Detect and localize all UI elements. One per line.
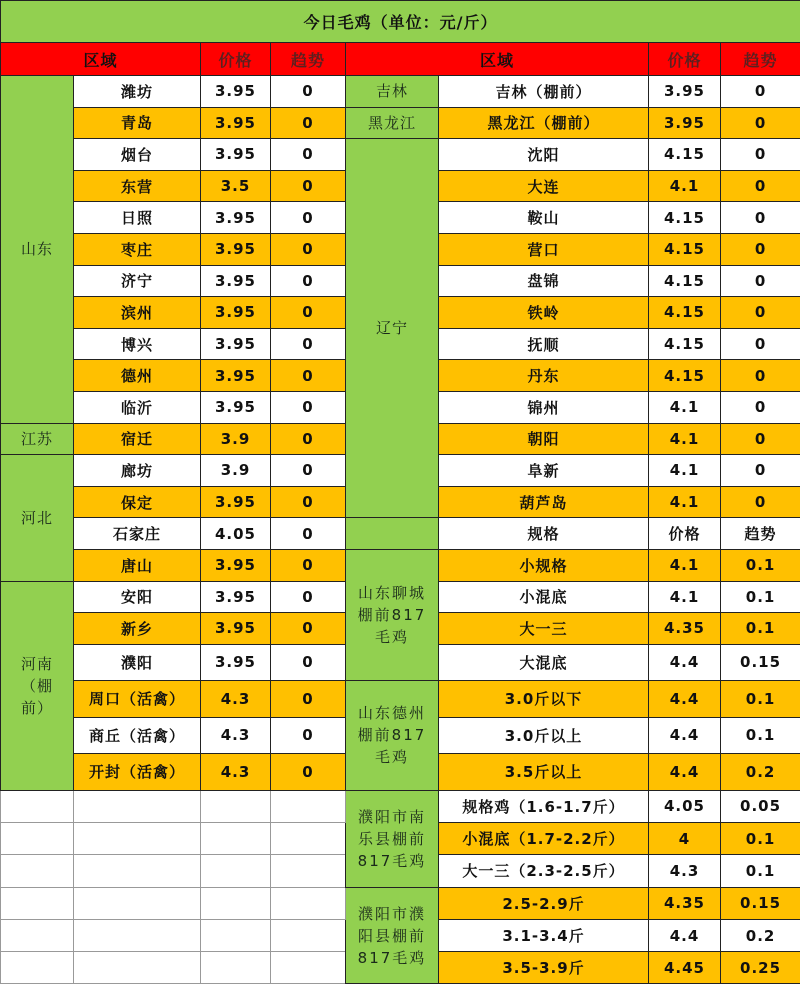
city-cell: 安阳 (74, 581, 201, 613)
table-row (1, 139, 800, 171)
table-row (1, 107, 800, 139)
price-cell: 4.15 (649, 139, 721, 171)
price-cell: 4.1 (649, 455, 721, 487)
price-cell: 3.95 (201, 265, 271, 297)
city-cell: 3.0斤以下 (439, 681, 649, 718)
price-cell: 3.95 (201, 139, 271, 171)
price-cell: 4.15 (649, 265, 721, 297)
trend-cell: 0 (721, 202, 800, 234)
price-cell: 4.4 (649, 919, 721, 951)
city-cell: 2.5-2.9斤 (439, 887, 649, 919)
price-cell: 4.4 (649, 754, 721, 791)
trend-cell: 0 (721, 391, 800, 423)
empty-cell (201, 887, 271, 919)
trend-cell: 0 (271, 644, 346, 681)
city-cell: 开封（活禽） (74, 754, 201, 791)
trend-cell: 0 (721, 76, 800, 108)
city-cell: 沈阳 (439, 139, 649, 171)
header-region-2: 区域 (346, 43, 649, 76)
trend-cell: 0 (271, 518, 346, 550)
price-cell: 4.3 (201, 754, 271, 791)
empty-cell (201, 790, 271, 822)
trend-cell: 0 (271, 233, 346, 265)
region-cell (1, 887, 74, 919)
trend-cell: 0.25 (721, 952, 800, 984)
empty-cell (74, 919, 201, 951)
price-cell: 4.1 (649, 486, 721, 518)
empty-cell (201, 919, 271, 951)
trend-cell: 0 (271, 107, 346, 139)
trend-cell: 0 (721, 233, 800, 265)
city-cell: 锦州 (439, 391, 649, 423)
price-cell: 4.15 (649, 297, 721, 329)
empty-cell (74, 855, 201, 887)
price-cell: 4.3 (201, 681, 271, 718)
price-cell: 价格 (649, 518, 721, 550)
trend-cell: 0 (271, 170, 346, 202)
trend-cell: 0 (721, 360, 800, 392)
empty-cell (271, 790, 346, 822)
trend-cell: 0 (721, 107, 800, 139)
price-cell: 3.95 (649, 107, 721, 139)
region-cell: 濮阳市南乐县棚前817毛鸡 (346, 790, 439, 887)
city-cell: 抚顺 (439, 328, 649, 360)
empty-cell (201, 822, 271, 854)
price-cell: 4.3 (201, 717, 271, 754)
empty-cell (74, 952, 201, 984)
trend-cell: 0 (721, 139, 800, 171)
trend-cell: 0 (271, 754, 346, 791)
price-cell: 3.95 (201, 328, 271, 360)
price-cell: 4.1 (649, 391, 721, 423)
region-cell: 山东德州棚前817毛鸡 (346, 681, 439, 791)
city-cell: 唐山 (74, 549, 201, 581)
price-cell: 4.45 (649, 952, 721, 984)
city-cell: 营口 (439, 233, 649, 265)
city-cell: 廊坊 (74, 455, 201, 487)
city-cell: 3.5斤以上 (439, 754, 649, 791)
price-cell: 4.05 (201, 518, 271, 550)
trend-cell: 0 (721, 170, 800, 202)
trend-cell: 0.1 (721, 855, 800, 887)
trend-cell: 0 (271, 202, 346, 234)
trend-cell: 0 (271, 549, 346, 581)
trend-cell: 0 (271, 681, 346, 718)
region-cell (1, 790, 74, 822)
region-cell (346, 518, 439, 550)
trend-cell: 0.1 (721, 549, 800, 581)
city-cell: 新乡 (74, 613, 201, 645)
price-cell: 3.95 (201, 202, 271, 234)
city-cell: 德州 (74, 360, 201, 392)
table-row (1, 790, 800, 822)
trend-cell: 0 (271, 423, 346, 455)
price-cell: 3.95 (649, 76, 721, 108)
city-cell: 3.0斤以上 (439, 717, 649, 754)
trend-cell: 0 (271, 581, 346, 613)
trend-cell: 0 (271, 455, 346, 487)
city-cell: 吉林（棚前） (439, 76, 649, 108)
price-cell: 3.95 (201, 581, 271, 613)
header-price-2: 价格 (649, 43, 721, 76)
city-cell: 大混底 (439, 644, 649, 681)
region-cell (1, 822, 74, 854)
city-cell: 小规格 (439, 549, 649, 581)
city-cell: 滨州 (74, 297, 201, 329)
region-cell: 山东 (1, 76, 74, 424)
region-cell: 辽宁 (346, 139, 439, 518)
city-cell: 济宁 (74, 265, 201, 297)
table-title: 今日毛鸡（单位：元/斤） (1, 1, 800, 43)
price-cell: 3.95 (201, 613, 271, 645)
empty-cell (271, 919, 346, 951)
price-cell: 4.15 (649, 328, 721, 360)
price-cell: 3.95 (201, 297, 271, 329)
price-cell: 4.05 (649, 790, 721, 822)
city-cell: 盘锦 (439, 265, 649, 297)
city-cell: 葫芦岛 (439, 486, 649, 518)
region-cell: 濮阳市濮阳县棚前817毛鸡 (346, 887, 439, 984)
city-cell: 日照 (74, 202, 201, 234)
empty-cell (271, 855, 346, 887)
city-cell: 规格 (439, 518, 649, 550)
price-cell: 4.35 (649, 887, 721, 919)
city-cell: 铁岭 (439, 297, 649, 329)
city-cell: 朝阳 (439, 423, 649, 455)
city-cell: 东营 (74, 170, 201, 202)
trend-cell: 0 (271, 76, 346, 108)
trend-cell: 0 (271, 297, 346, 329)
trend-cell: 0 (271, 391, 346, 423)
trend-cell: 0 (271, 265, 346, 297)
trend-cell: 0.2 (721, 919, 800, 951)
table-row (1, 681, 800, 718)
trend-cell: 0.2 (721, 754, 800, 791)
price-cell: 4.1 (649, 549, 721, 581)
city-cell: 濮阳 (74, 644, 201, 681)
city-cell: 青岛 (74, 107, 201, 139)
table-row (1, 76, 800, 108)
table-row (1, 518, 800, 550)
trend-cell: 0.1 (721, 681, 800, 718)
region-cell: 江苏 (1, 423, 74, 455)
header-trend-2: 趋势 (721, 43, 800, 76)
region-cell (1, 855, 74, 887)
price-cell: 4.35 (649, 613, 721, 645)
empty-cell (201, 952, 271, 984)
city-cell: 小混底（1.7-2.2斤） (439, 822, 649, 854)
trend-cell: 0 (721, 423, 800, 455)
city-cell: 大一三 (439, 613, 649, 645)
trend-cell: 0 (271, 717, 346, 754)
header-region: 区域 (1, 43, 201, 76)
trend-cell: 0 (271, 486, 346, 518)
city-cell: 阜新 (439, 455, 649, 487)
trend-cell: 0.1 (721, 822, 800, 854)
city-cell: 鞍山 (439, 202, 649, 234)
price-cell: 3.9 (201, 455, 271, 487)
region-cell: 黑龙江 (346, 107, 439, 139)
empty-cell (271, 822, 346, 854)
price-cell: 3.95 (201, 644, 271, 681)
price-cell: 4.15 (649, 233, 721, 265)
trend-cell: 0.1 (721, 613, 800, 645)
region-cell: 山东聊城棚前817毛鸡 (346, 549, 439, 680)
city-cell: 大连 (439, 170, 649, 202)
price-cell: 3.95 (201, 360, 271, 392)
city-cell: 3.1-3.4斤 (439, 919, 649, 951)
empty-cell (74, 822, 201, 854)
city-cell: 临沂 (74, 391, 201, 423)
region-cell (1, 919, 74, 951)
city-cell: 规格鸡（1.6-1.7斤） (439, 790, 649, 822)
empty-cell (74, 887, 201, 919)
trend-cell: 0.1 (721, 581, 800, 613)
price-cell: 3.95 (201, 107, 271, 139)
trend-cell: 0 (271, 360, 346, 392)
price-cell: 4.15 (649, 360, 721, 392)
table-row (1, 549, 800, 581)
price-cell: 3.95 (201, 549, 271, 581)
city-cell: 枣庄 (74, 233, 201, 265)
trend-cell: 0.15 (721, 887, 800, 919)
price-cell: 4.1 (649, 423, 721, 455)
city-cell: 保定 (74, 486, 201, 518)
empty-cell (271, 952, 346, 984)
price-cell: 3.95 (201, 233, 271, 265)
city-cell: 周口（活禽） (74, 681, 201, 718)
trend-cell: 0 (721, 328, 800, 360)
header-trend: 趋势 (271, 43, 346, 76)
city-cell: 博兴 (74, 328, 201, 360)
city-cell: 丹东 (439, 360, 649, 392)
trend-cell: 0 (721, 455, 800, 487)
trend-cell: 0 (271, 328, 346, 360)
trend-cell: 0 (721, 486, 800, 518)
region-cell (1, 952, 74, 984)
header-row (1, 43, 800, 76)
price-cell: 4.1 (649, 581, 721, 613)
city-cell: 烟台 (74, 139, 201, 171)
price-cell: 4.4 (649, 644, 721, 681)
city-cell: 黑龙江（棚前） (439, 107, 649, 139)
price-cell: 3.5 (201, 170, 271, 202)
price-cell: 4.4 (649, 717, 721, 754)
city-cell: 宿迁 (74, 423, 201, 455)
city-cell: 潍坊 (74, 76, 201, 108)
city-cell: 小混底 (439, 581, 649, 613)
city-cell: 商丘（活禽） (74, 717, 201, 754)
price-cell: 4.3 (649, 855, 721, 887)
table-row (1, 887, 800, 919)
trend-cell: 0.15 (721, 644, 800, 681)
region-cell: 河南（棚前） (1, 581, 74, 790)
price-cell: 3.9 (201, 423, 271, 455)
region-cell: 吉林 (346, 76, 439, 108)
price-cell: 4.15 (649, 202, 721, 234)
city-cell: 大一三（2.3-2.5斤） (439, 855, 649, 887)
trend-cell: 0.05 (721, 790, 800, 822)
trend-cell: 0 (271, 613, 346, 645)
city-cell: 3.5-3.9斤 (439, 952, 649, 984)
price-cell: 4.4 (649, 681, 721, 718)
trend-cell: 趋势 (721, 518, 800, 550)
price-cell: 4.1 (649, 170, 721, 202)
trend-cell: 0 (721, 265, 800, 297)
city-cell: 石家庄 (74, 518, 201, 550)
region-cell: 河北 (1, 455, 74, 581)
trend-cell: 0 (271, 139, 346, 171)
price-cell: 3.95 (201, 76, 271, 108)
empty-cell (271, 887, 346, 919)
price-cell: 4 (649, 822, 721, 854)
trend-cell: 0 (721, 297, 800, 329)
price-cell: 3.95 (201, 391, 271, 423)
price-cell: 3.95 (201, 486, 271, 518)
empty-cell (74, 790, 201, 822)
trend-cell: 0.1 (721, 717, 800, 754)
header-price: 价格 (201, 43, 271, 76)
empty-cell (201, 855, 271, 887)
